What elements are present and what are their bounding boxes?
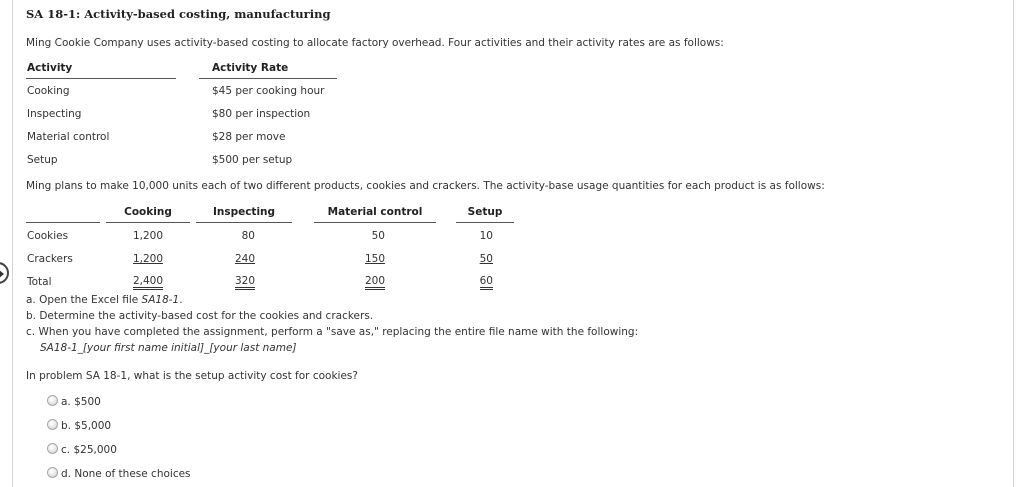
usage-header-rule	[26, 222, 100, 223]
usage-cell: 80	[241, 230, 255, 242]
option-letter: c.	[61, 444, 71, 456]
instruction-c: c. When you have completed the assignment, perform a "save as," replacing the entire file name with the following:	[26, 326, 639, 338]
option-text: None of these choices	[74, 468, 191, 480]
content-frame	[12, 0, 1014, 487]
usage-row-label: Cookies	[27, 230, 69, 242]
plan-text: Ming plans to make 10,000 units each of two different products, cookies and crackers. The activity-base usage quantities for each product is as follows:	[26, 180, 825, 192]
rates-header-rate: Activity Rate	[212, 62, 289, 74]
option-text: $5,000	[74, 420, 112, 432]
radio-option-a[interactable]	[47, 395, 58, 406]
option-letter: a.	[61, 396, 71, 408]
usage-cell	[455, 275, 493, 290]
usage-header-setup: Setup	[467, 206, 503, 218]
radio-option-d[interactable]	[47, 467, 58, 478]
instruction-a-file: SA18-1	[141, 294, 180, 306]
radio-option-c[interactable]	[47, 443, 58, 454]
usage-cell: 50	[371, 230, 385, 242]
usage-cell	[455, 253, 493, 265]
rates-row-rate: $28 per move	[212, 131, 286, 143]
expand-arrow-icon[interactable]	[0, 262, 9, 284]
usage-cell-value: 200	[365, 276, 385, 290]
rates-row-activity: Setup	[27, 154, 58, 166]
usage-header-material-control: Material control	[327, 206, 423, 218]
option-b-label[interactable]	[61, 420, 111, 432]
usage-row-label: Total	[27, 276, 52, 288]
instruction-a-suffix: .	[179, 294, 183, 306]
usage-cell-value: 320	[235, 276, 255, 290]
problem-title: SA 18-1: Activity-based costing, manufacturing	[26, 7, 331, 21]
usage-cell-value: 2,400	[133, 276, 163, 290]
usage-cell: 10	[479, 230, 493, 242]
instruction-a-prefix: a. Open the Excel file	[26, 294, 142, 306]
instruction-c-filename: SA18-1_[your first name initial]_[your last name]	[40, 342, 297, 354]
usage-cell	[340, 275, 385, 290]
rates-row-rate: $45 per cooking hour	[212, 85, 325, 97]
rates-row-rate: $80 per inspection	[212, 108, 311, 120]
usage-cell-value: 150	[364, 253, 385, 265]
usage-cell	[110, 253, 163, 265]
usage-header-cooking: Cooking	[124, 206, 172, 218]
question-text: In problem SA 18-1, what is the setup activity cost for cookies?	[26, 370, 358, 382]
usage-header-rule	[106, 222, 190, 223]
option-c-label[interactable]	[61, 444, 117, 456]
usage-row-label: Crackers	[27, 253, 73, 265]
rates-row-activity: Inspecting	[27, 108, 82, 120]
usage-cell	[210, 275, 255, 290]
option-letter: d.	[61, 468, 72, 480]
usage-cell-value: 60	[480, 276, 493, 290]
option-letter: b.	[61, 420, 72, 432]
usage-header-rule	[314, 222, 436, 223]
rates-header-rule-2	[199, 78, 337, 79]
usage-cell	[210, 253, 255, 265]
usage-cell-value: 50	[479, 253, 493, 265]
rates-header-rule-1	[26, 78, 176, 79]
usage-cell-value: 240	[234, 253, 255, 265]
instruction-b: b. Determine the activity-based cost for the cookies and crackers.	[26, 310, 374, 322]
option-d-label[interactable]	[61, 468, 191, 480]
usage-header-inspecting: Inspecting	[212, 206, 276, 218]
usage-cell-value: 1,200	[132, 253, 163, 265]
rates-row-activity: Material control	[27, 131, 110, 143]
usage-header-rule	[456, 222, 514, 223]
usage-cell: 1,200	[132, 230, 163, 242]
option-text: $500	[74, 396, 101, 408]
rates-row-activity: Cooking	[27, 85, 70, 97]
intro-text: Ming Cookie Company uses activity-based costing to allocate factory overhead. Four activities and their activity rates are as follows:	[26, 37, 724, 49]
rates-row-rate: $500 per setup	[212, 154, 293, 166]
usage-header-rule	[196, 222, 292, 223]
usage-cell	[340, 253, 385, 265]
usage-cell	[110, 275, 163, 290]
option-text: $25,000	[73, 444, 117, 456]
rates-header-activity: Activity	[27, 62, 73, 74]
option-a-label[interactable]	[61, 396, 101, 408]
instruction-a	[26, 294, 183, 306]
radio-option-b[interactable]	[47, 419, 58, 430]
